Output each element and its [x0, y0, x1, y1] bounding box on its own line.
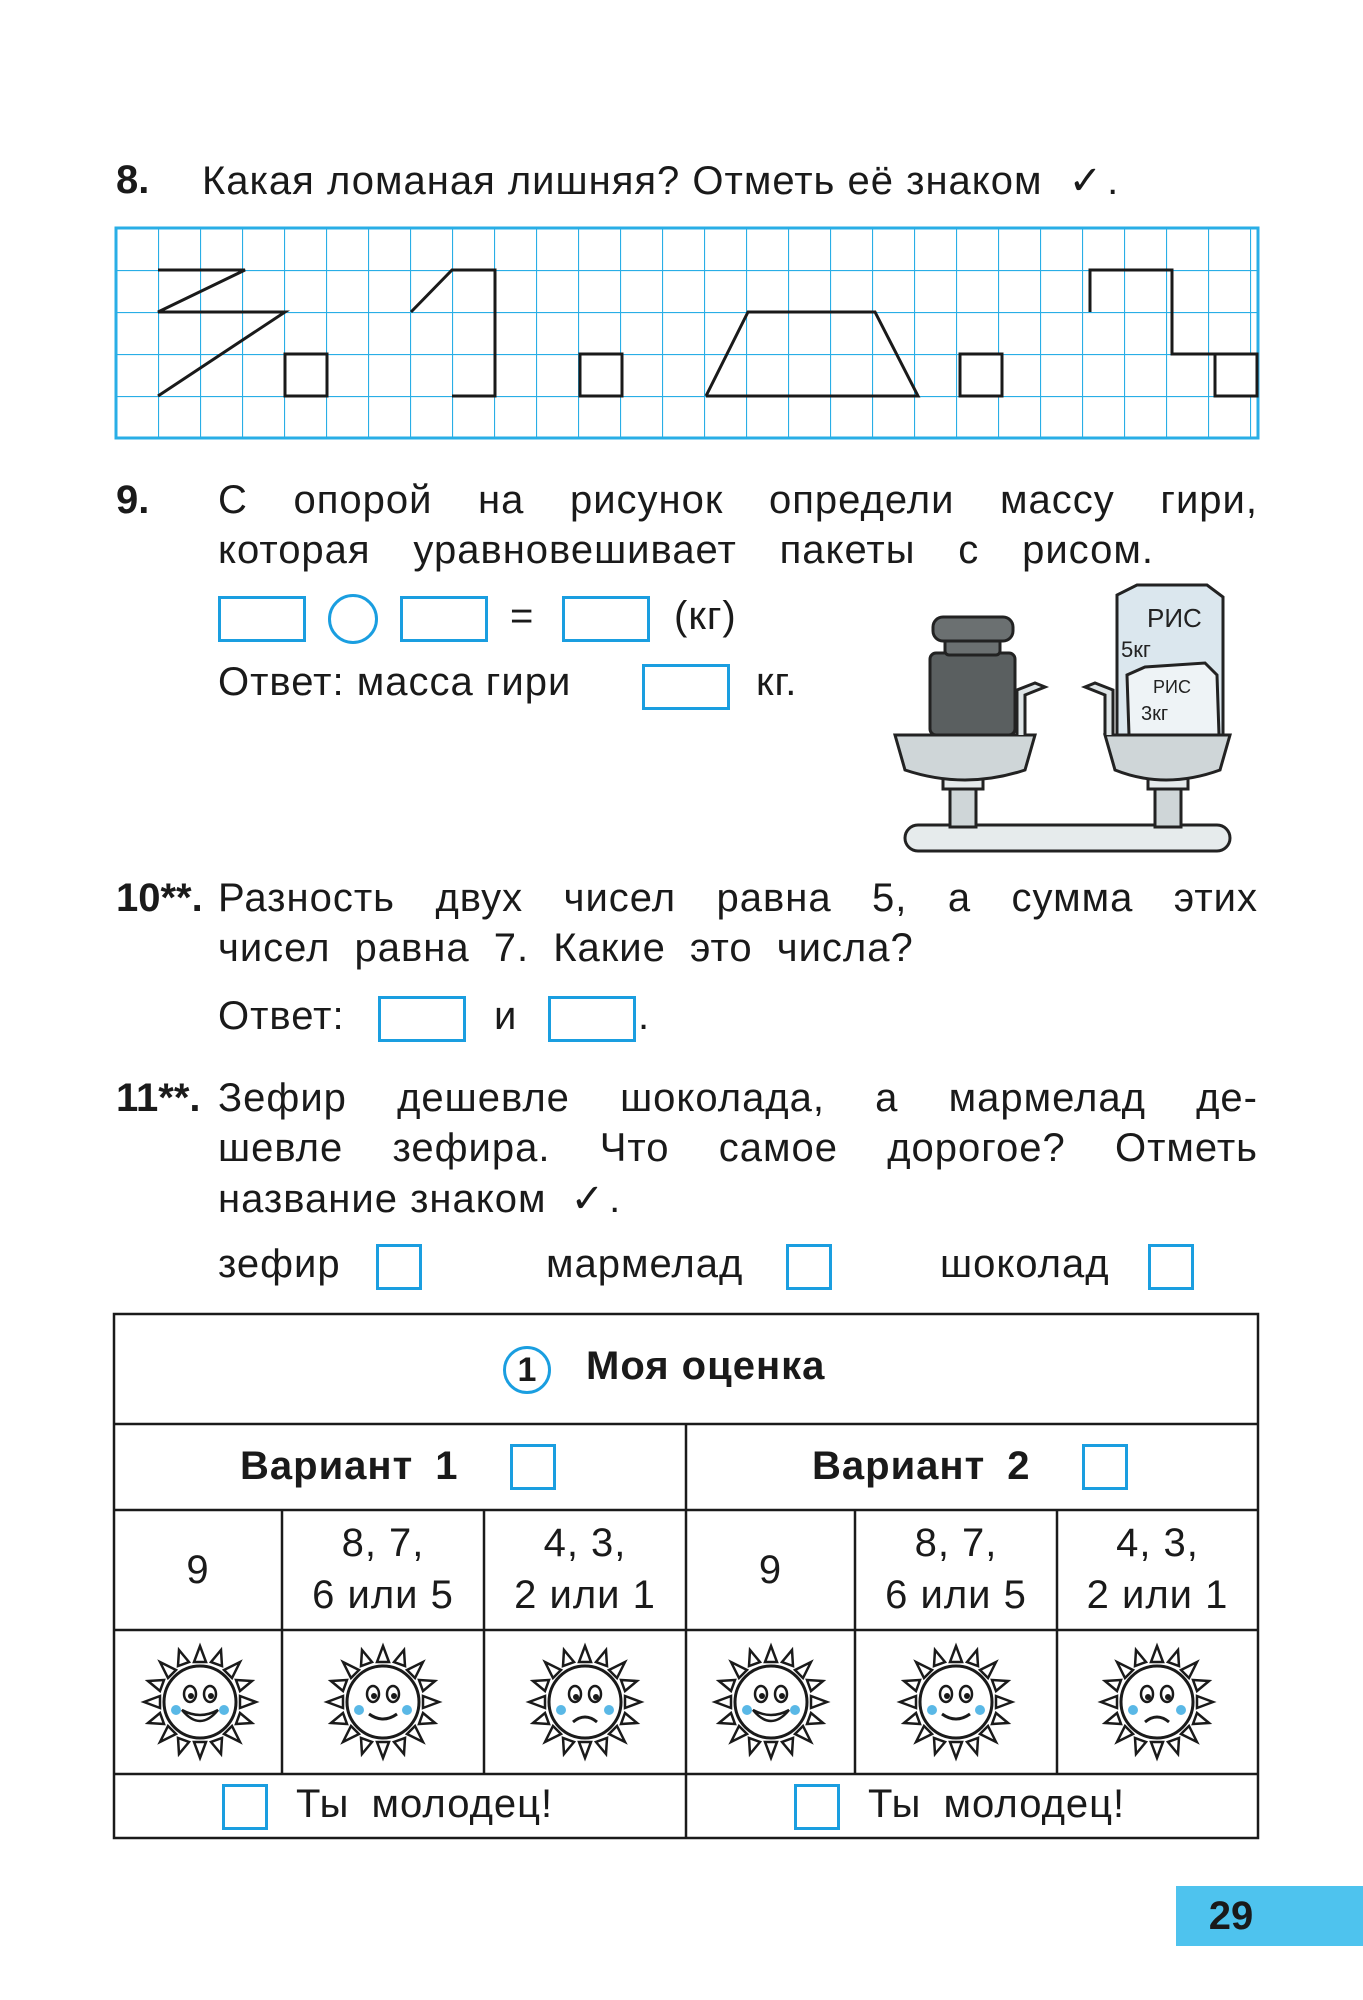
v2-score-4321-line1: 4, 3,	[1116, 1521, 1199, 1565]
v2-score-9: 9	[758, 1548, 783, 1592]
task11-number: 11**.	[116, 1076, 201, 1120]
task9-equals: =	[510, 594, 535, 638]
page-number: 29	[1208, 1894, 1254, 1938]
task8-question: Какая ломаная лишняя? Отметь её знаком	[202, 159, 1043, 203]
answer-box-polyline-1	[285, 354, 327, 396]
task9-answer-unit: кг.	[756, 660, 798, 704]
task11-period: .	[609, 1177, 622, 1221]
task9-answer-box[interactable]	[642, 664, 730, 710]
variant-1-checkbox[interactable]	[510, 1444, 556, 1490]
balance-scale-illustration	[885, 575, 1235, 855]
v1-score-9: 9	[186, 1548, 210, 1592]
rice-bag-3kg-mass: 3кг	[1141, 703, 1169, 725]
weight-icon	[930, 653, 1015, 735]
task11-line3-text: название знаком	[218, 1177, 547, 1221]
task9-answer-label: Ответ: масса гири	[218, 660, 572, 704]
variant-1-praise: Ты молодец!	[296, 1782, 554, 1826]
answer-box-polyline-3	[960, 354, 1002, 396]
sun-content-icon	[896, 1642, 1016, 1762]
option-zefir-label: зефир	[218, 1242, 341, 1286]
task10-period: .	[638, 994, 651, 1038]
task9-expression-box-1[interactable]	[218, 596, 306, 642]
task9-expression-box-2[interactable]	[400, 596, 488, 642]
task10-line2: чисел равна 7. Какие это числа?	[218, 926, 914, 970]
v1-score-8765-line1: 8, 7,	[341, 1521, 425, 1565]
check-mark-icon: ✓	[1068, 159, 1104, 203]
option-shokolad-checkbox[interactable]	[1148, 1244, 1194, 1290]
sun-happy-icon	[711, 1642, 831, 1762]
task11-line1: Зефир дешевле шоколада, а мармелад де-	[218, 1076, 1258, 1120]
variant-2-praise: Ты молодец!	[868, 1782, 1126, 1826]
task9-operator-circle[interactable]	[328, 594, 378, 644]
task11-line3	[218, 1176, 621, 1222]
grid-background	[116, 228, 1258, 438]
rice-bag-5kg-label: РИС	[1147, 603, 1202, 633]
task10-answer-label: Ответ:	[218, 994, 345, 1038]
v2-score-4321-line2: 2 или 1	[1086, 1573, 1229, 1617]
assessment-title-text: Моя оценка	[586, 1344, 826, 1388]
task9-expression-result-box[interactable]	[562, 596, 650, 642]
option-shokolad-label: шоколад	[940, 1242, 1110, 1286]
task11-line2: шевле зефира. Что самое дорогое? Отметь	[218, 1126, 1258, 1170]
option-marmelad-label: мармелад	[546, 1242, 744, 1286]
answer-box-polyline-4	[1215, 354, 1257, 396]
rice-bag-5kg-mass: 5кг	[1121, 637, 1151, 662]
variant-2-praise-checkbox[interactable]	[794, 1784, 840, 1830]
v2-score-8765-line2: 6 или 5	[885, 1573, 1027, 1617]
check-mark-icon: ✓	[570, 1177, 606, 1221]
sun-sad-icon	[525, 1642, 645, 1762]
v1-score-4321-line2: 2 или 1	[514, 1573, 656, 1617]
variant-2-header: Вариант 2	[812, 1444, 1031, 1488]
assessment-title	[114, 1314, 1258, 1424]
task8-number: 8.	[116, 158, 150, 202]
assessment-number-circle: 1	[503, 1346, 551, 1394]
task9-line2: которая уравновешивает пакеты с рисом.	[218, 528, 1154, 572]
variant-2-checkbox[interactable]	[1082, 1444, 1128, 1490]
sun-happy-icon	[140, 1642, 260, 1762]
v1-score-8765-line2: 6 или 5	[312, 1573, 454, 1617]
task10-and: и	[494, 994, 518, 1038]
variant-1-header: Вариант 1	[240, 1444, 459, 1488]
answer-box-polyline-2	[580, 354, 622, 396]
task10-number: 10**.	[116, 876, 203, 920]
task9-number: 9.	[116, 478, 150, 522]
sun-content-icon	[323, 1642, 443, 1762]
task9-unit: (кг)	[674, 594, 737, 638]
rice-bag-3kg-label: РИС	[1153, 677, 1191, 697]
task8-grid-figure	[0, 0, 1363, 460]
variant-1-praise-checkbox[interactable]	[222, 1784, 268, 1830]
option-zefir-checkbox[interactable]	[376, 1244, 422, 1290]
v1-score-4321-line1: 4, 3,	[543, 1521, 627, 1565]
task10-answer-box-1[interactable]	[378, 996, 466, 1042]
v2-score-8765-line1: 8, 7,	[914, 1521, 998, 1565]
task10-line1: Разность двух чисел равна 5, а сумма этих	[218, 876, 1258, 920]
task10-answer-box-2[interactable]	[548, 996, 636, 1042]
task9-line1: С опорой на рисунок определи массу гири,	[218, 478, 1258, 522]
task8-period: .	[1107, 159, 1120, 203]
sun-sad-icon	[1097, 1642, 1217, 1762]
option-marmelad-checkbox[interactable]	[786, 1244, 832, 1290]
